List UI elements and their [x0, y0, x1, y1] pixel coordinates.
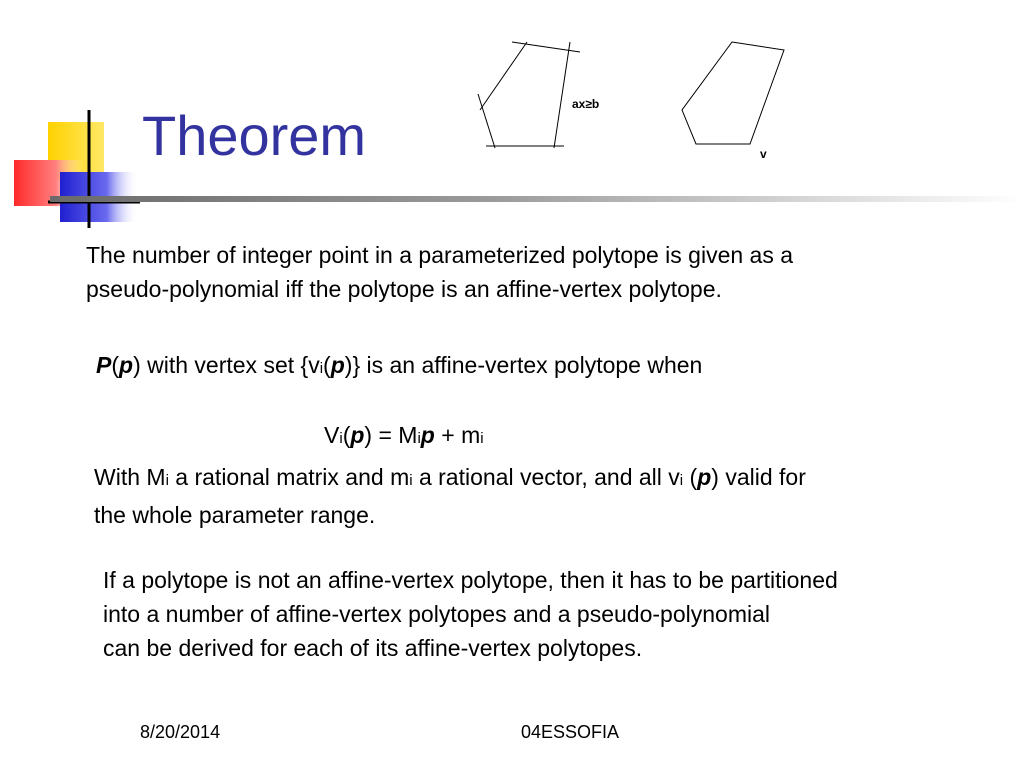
partition-line-3: can be derived for each of its affine-vertex polytopes. — [103, 635, 643, 661]
paren: ( — [111, 352, 120, 378]
label-vertex: v — [760, 147, 767, 161]
label-axb: ax≥b — [572, 97, 600, 111]
title-underline — [50, 196, 1024, 202]
symbol-p: p — [420, 422, 435, 448]
partition-line-2: into a number of affine-vertex polytopes and a pseudo-polynomial — [103, 601, 770, 627]
text: With M — [94, 464, 166, 490]
paren: ( — [342, 422, 351, 448]
vertex-formula — [324, 418, 484, 456]
text: ) valid for — [711, 464, 806, 490]
condition-line-2: the whole parameter range. — [94, 502, 376, 528]
affine-vertex-definition — [96, 348, 702, 386]
footer-date: 8/20/2014 — [140, 722, 221, 742]
theorem-statement — [86, 238, 793, 306]
subscript-i: i — [417, 430, 421, 447]
condition-line-1 — [94, 460, 806, 498]
rational-condition — [94, 460, 806, 532]
formula-eq: ) = M — [364, 422, 418, 448]
theorem-line-1: The number of integer point in a parameterized polytope is given as a — [86, 242, 794, 268]
affine-vertex-polytope — [682, 42, 784, 144]
text: a rational vector, and all v — [412, 464, 680, 490]
corner-decoration — [0, 0, 150, 240]
subscript-i: i — [480, 430, 484, 447]
paren: ( — [323, 352, 331, 378]
text: a rational matrix and m — [168, 464, 410, 490]
subscript-i: i — [339, 430, 343, 447]
formula-plus: + m — [434, 422, 481, 448]
definition-text: ) with vertex set {v — [133, 352, 320, 378]
symbol-p: p — [330, 352, 345, 378]
formula-V: V — [324, 422, 340, 448]
symbol-P: P — [96, 352, 112, 378]
partition-line-1: If a polytope is not an affine-vertex polytope, then it has to be partitioned — [103, 567, 838, 593]
theorem-line-2: pseudo-polynomial iff the polytope is an affine-vertex polytope. — [86, 276, 722, 302]
symbol-p: p — [697, 464, 712, 490]
definition-tail: )} is an affine-vertex polytope when — [344, 352, 703, 378]
halfspace-lines — [478, 42, 580, 148]
subscript-i: i — [409, 472, 413, 489]
footer-center-text: 04ESSOFIA — [521, 722, 620, 742]
partition-note — [103, 563, 838, 665]
symbol-p: p — [350, 422, 365, 448]
polytope-diagram — [470, 38, 790, 168]
paren: ( — [683, 464, 698, 490]
subscript-i: i — [319, 360, 324, 377]
symbol-p: p — [119, 352, 134, 378]
subscript-i: i — [679, 472, 684, 489]
slide-title: Theorem — [142, 104, 367, 167]
subscript-i: i — [165, 472, 169, 489]
